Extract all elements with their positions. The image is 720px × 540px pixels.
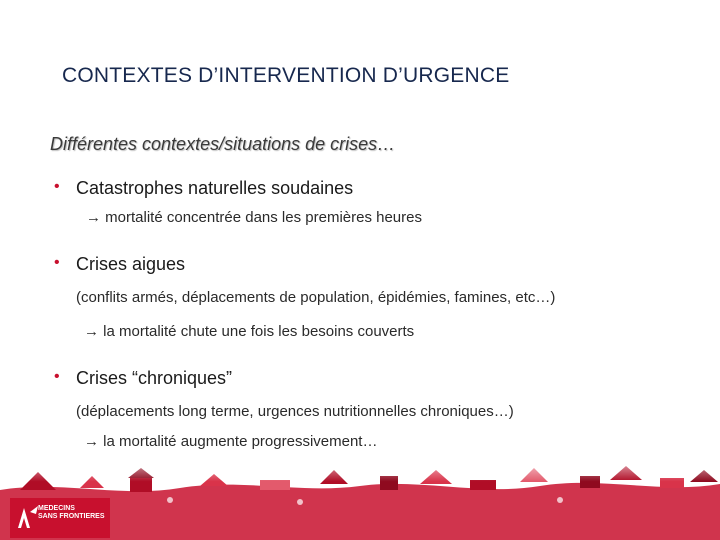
logo-line-1: MEDECINS — [38, 505, 75, 512]
slide-title: CONTEXTES D’INTERVENTION D’URGENCE — [62, 64, 510, 87]
bullet-natural-disasters — [54, 178, 354, 199]
bullet-dot-icon: • — [54, 368, 60, 385]
bullet-label: Crises “chroniques” — [76, 368, 233, 388]
bullet-dot-icon: • — [54, 254, 60, 271]
bullet-note: (déplacements long terme, urgences nutritionnelles chroniques…) — [76, 403, 514, 420]
bullet-dot-icon: • — [54, 178, 60, 195]
bullet-label: Catastrophes naturelles soudaines — [76, 178, 354, 198]
bullet-chronic-crises — [54, 368, 233, 389]
bullet-note: (conflits armés, déplacements de population, épidémies, famines, etc…) — [76, 289, 556, 306]
bullet-acute-crises — [54, 254, 186, 275]
logo-text — [38, 505, 105, 521]
bullet-note: → la mortalité chute une fois les besoins couverts — [84, 323, 415, 340]
bullet-note: → mortalité concentrée dans les premières heures — [86, 209, 422, 226]
bullet-note: → la mortalité augmente progressivement… — [84, 433, 378, 450]
logo-line-2: SANS FRONTIERES — [38, 513, 105, 520]
slide-subtitle: Différentes contextes/situations de crises… — [50, 134, 396, 154]
bullet-label: Crises aigues — [76, 254, 186, 274]
